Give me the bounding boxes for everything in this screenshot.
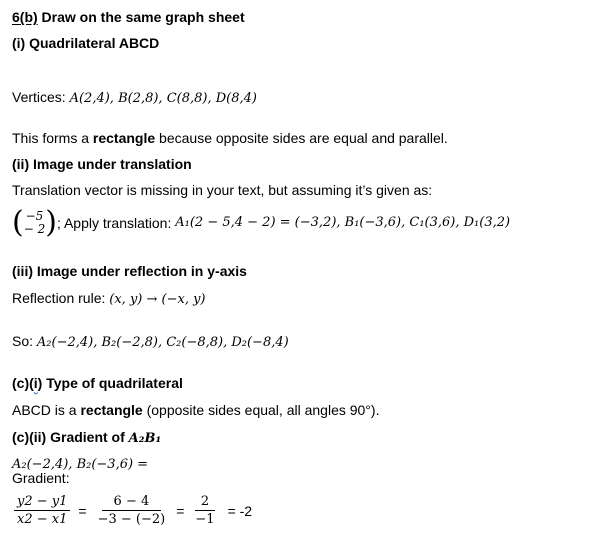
- c-i-title-post: ) Type of quadrilateral: [37, 375, 183, 391]
- c-i-title-i: i: [33, 375, 38, 391]
- gradient-formula: [14, 493, 70, 528]
- part-title: Draw on the same graph sheet: [37, 9, 245, 25]
- c-i-title-pre: (c)(: [12, 375, 34, 391]
- rect-word: rectangle: [92, 130, 156, 146]
- translation-line: [12, 204, 510, 242]
- vector-close-paren: ): [45, 205, 57, 240]
- type-word: rectangle: [80, 402, 143, 418]
- vertices-math: A(2,4), B(2,8), C(8,8), D(8,4): [69, 91, 257, 106]
- gradient-simplified: [192, 493, 217, 528]
- so-label: So:: [12, 333, 37, 349]
- vector-open-paren: (: [12, 205, 24, 240]
- apply-math: A₁(2 − 5,4 − 2) = (−3,2), B₁(−3,6), C₁(3,6), D₁(3,2): [175, 215, 511, 230]
- rect-pre: This forms a: [12, 130, 93, 146]
- type-post: (opposite sides equal, all angles 90°).: [142, 402, 380, 418]
- reflection-rule: [12, 289, 206, 309]
- equals-2: =: [176, 502, 185, 519]
- section-c-i-title: [12, 374, 183, 392]
- simplified-numerator: 2: [195, 493, 215, 511]
- type-pre: ABCD is a: [12, 402, 81, 418]
- translation-vector: [24, 210, 46, 236]
- section-c-ii-title: [12, 428, 161, 448]
- gradient-calculation: [12, 493, 252, 528]
- points-math: A₂(−2,4), B₂(−3,6) =: [12, 457, 149, 472]
- rect-post: because opposite sides are equal and parallel.: [155, 130, 448, 146]
- translation-note: Translation vector is missing in your text, but assuming it’s given as:: [12, 182, 433, 198]
- substitution-denominator: −3 − (−2): [97, 512, 166, 527]
- gradient-result: = -2: [227, 502, 253, 519]
- rule-math: (x, y) → (−x, y): [109, 292, 206, 307]
- c-ii-title-math: A₂B₁: [128, 431, 162, 446]
- vector-bottom: − 2: [23, 222, 46, 236]
- section-iii-title: (iii) Image under reflection in y-axis: [12, 263, 247, 279]
- gradient-label: Gradient:: [12, 470, 70, 486]
- formula-numerator: y2 − y1: [14, 493, 70, 511]
- quadrilateral-type-statement: [12, 401, 379, 419]
- vertices-line: [12, 88, 257, 108]
- rectangle-statement: [12, 129, 448, 147]
- vertices-label: Vertices:: [12, 89, 70, 105]
- section-i-title: (i) Quadrilateral ABCD: [12, 35, 160, 51]
- c-ii-title-pre: (c)(ii) Gradient of: [12, 429, 129, 445]
- equals-1: =: [78, 502, 87, 519]
- so-math: A₂(−2,4), B₂(−2,8), C₂(−8,8), D₂(−8,4): [36, 335, 289, 350]
- part-id: 6(b): [12, 9, 38, 25]
- gradient-substitution: [95, 493, 169, 528]
- part-heading: [12, 8, 245, 26]
- simplified-denominator: −1: [195, 512, 215, 527]
- reflection-result: [12, 332, 289, 352]
- rule-label: Reflection rule:: [12, 290, 110, 306]
- apply-label: ; Apply translation:: [56, 215, 176, 231]
- section-ii-title: (ii) Image under translation: [12, 156, 192, 172]
- vector-top: −5: [25, 209, 44, 223]
- formula-denominator: x2 − x1: [17, 512, 68, 527]
- substitution-numerator: 6 − 4: [102, 493, 162, 511]
